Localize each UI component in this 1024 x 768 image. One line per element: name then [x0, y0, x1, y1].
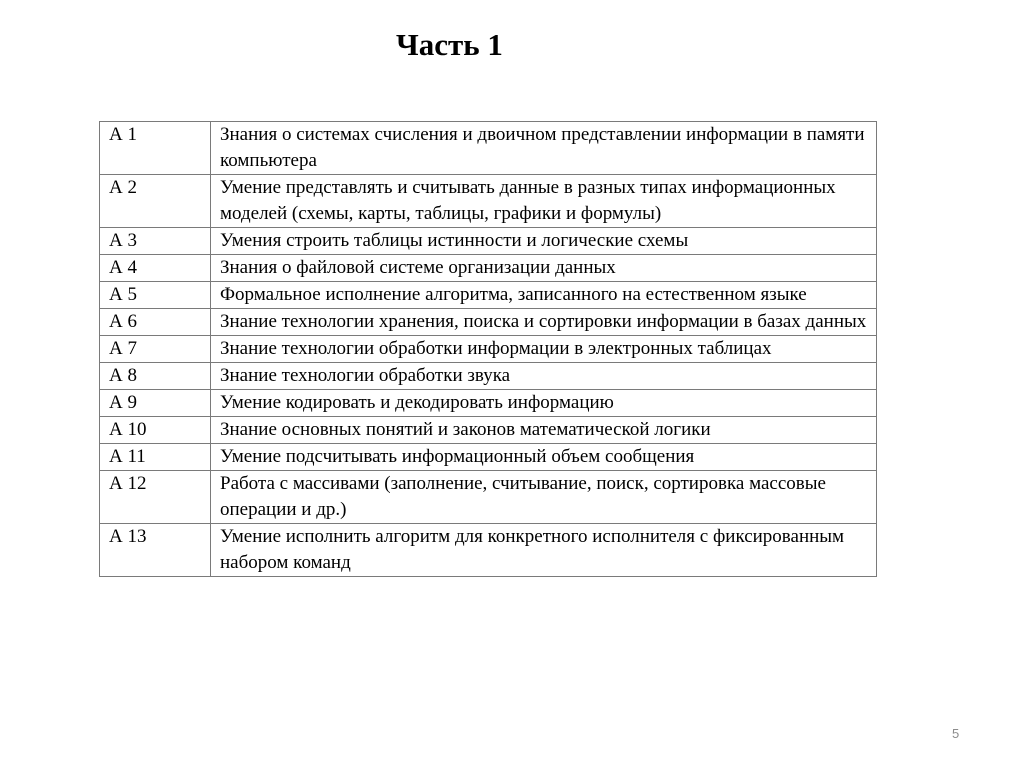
table-row	[100, 175, 877, 228]
page-title: Часть 1	[396, 27, 503, 62]
row-code: А 8	[100, 363, 211, 390]
row-code: А 7	[100, 336, 211, 363]
row-description: Умения строить таблицы истинности и логические схемы	[211, 228, 877, 255]
row-description: Умение исполнить алгоритм для конкретного исполнителя с фиксированным набором команд	[211, 524, 877, 577]
row-description: Умение кодировать и декодировать информацию	[211, 390, 877, 417]
table-row	[100, 471, 877, 524]
topics-table	[99, 121, 877, 577]
table-row	[100, 363, 877, 390]
row-description: Знание технологии обработки звука	[211, 363, 877, 390]
row-code: А 11	[100, 444, 211, 471]
row-description: Умение подсчитывать информационный объем сообщения	[211, 444, 877, 471]
table-row	[100, 255, 877, 282]
row-code: А 2	[100, 175, 211, 228]
row-code: А 1	[100, 122, 211, 175]
row-description: Формальное исполнение алгоритма, записанного на естественном языке	[211, 282, 877, 309]
row-code: А 9	[100, 390, 211, 417]
row-code: А 4	[100, 255, 211, 282]
row-description: Знание технологии обработки информации в электронных таблицах	[211, 336, 877, 363]
page-number: 5	[952, 726, 960, 741]
row-description: Умение представлять и считывать данные в разных типах информационных моделей (схемы, карты, таблицы, графики и формулы)	[211, 175, 877, 228]
row-description: Знания о файловой системе организации данных	[211, 255, 877, 282]
table-row	[100, 282, 877, 309]
row-code: А 3	[100, 228, 211, 255]
row-description: Работа с массивами (заполнение, считывание, поиск, сортировка массовые операции и др.)	[211, 471, 877, 524]
table-row	[100, 122, 877, 175]
table-row	[100, 309, 877, 336]
table-row	[100, 336, 877, 363]
row-code: А 10	[100, 417, 211, 444]
row-code: А 5	[100, 282, 211, 309]
row-description: Знание основных понятий и законов математической логики	[211, 417, 877, 444]
row-code: А 12	[100, 471, 211, 524]
row-code: А 6	[100, 309, 211, 336]
row-description: Знание технологии хранения, поиска и сортировки информации в базах данных	[211, 309, 877, 336]
table-row	[100, 524, 877, 577]
table-row	[100, 444, 877, 471]
table-row	[100, 417, 877, 444]
row-code: А 13	[100, 524, 211, 577]
row-description: Знания о системах счисления и двоичном представлении информации в памяти компьютера	[211, 122, 877, 175]
table-row	[100, 228, 877, 255]
table-row	[100, 390, 877, 417]
